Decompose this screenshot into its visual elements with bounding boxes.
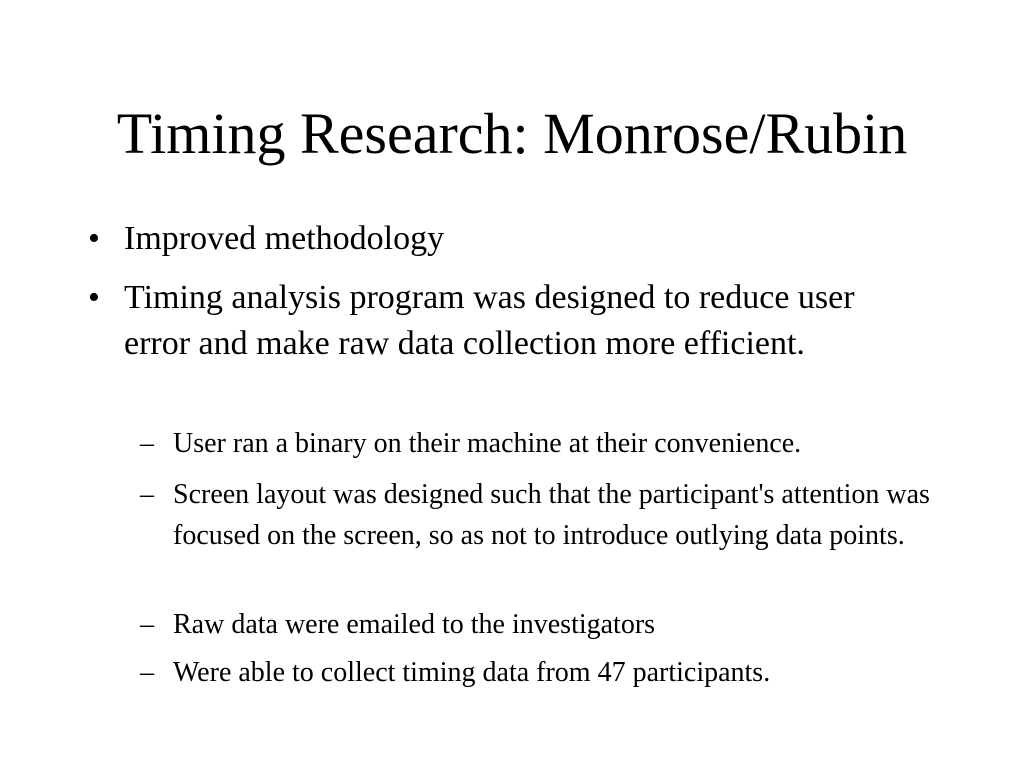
sub-bullet-item xyxy=(140,423,940,464)
sub-bullet-text: Screen layout was designed such that the participant's attention was focused on the screen, so as not to introduce outlying data points. xyxy=(173,479,930,551)
sub-bullet-text: Were able to collect timing data from 47 participants. xyxy=(173,657,771,688)
sub-bullet-marker: – xyxy=(140,428,154,459)
slide-title: Timing Research: Monrose/Rubin xyxy=(116,101,908,166)
sub-bullet-marker: – xyxy=(140,609,154,640)
bullet-marker: • xyxy=(88,220,100,257)
bullet-marker: • xyxy=(88,279,100,316)
sub-bullet-marker: – xyxy=(140,479,154,510)
sub-bullet-item xyxy=(140,604,940,645)
bullet-text: Timing analysis program was designed to reduce user error and make raw data collection more efficient. xyxy=(124,279,855,362)
sub-bullet-item xyxy=(140,474,940,556)
sub-bullet-marker: – xyxy=(140,657,154,688)
sub-bullet-text: User ran a binary on their machine at their convenience. xyxy=(173,428,802,459)
sub-bullet-text: Raw data were emailed to the investigators xyxy=(173,609,656,640)
bullet-item xyxy=(88,275,918,367)
bullet-text: Improved methodology xyxy=(124,220,445,257)
sub-bullet-item xyxy=(140,652,940,693)
bullet-item xyxy=(88,216,918,262)
